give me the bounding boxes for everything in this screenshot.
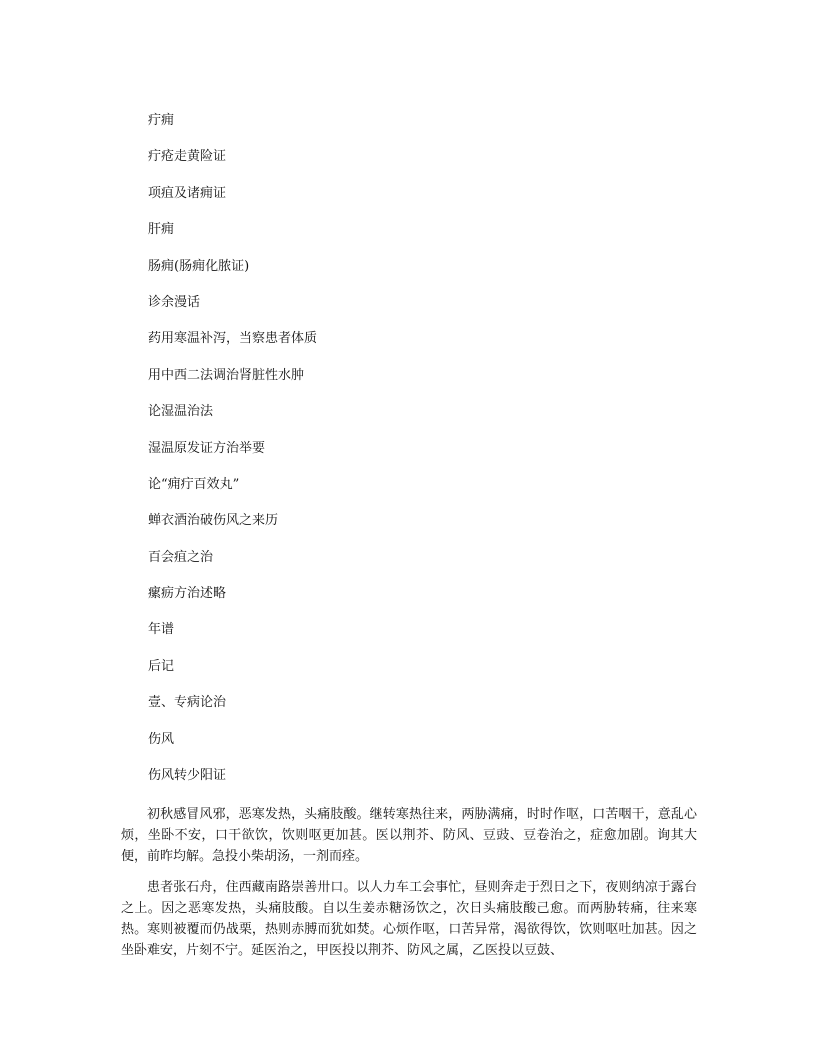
toc-item-changyong: 肠痈(肠痈化脓证) [148,258,250,274]
toc-item-zhongxi-shuizhong: 用中西二法调治肾脏性水肿 [148,367,305,383]
body-paragraph-2: 患者张石舟，住西藏南路崇善卅口。以人力车工会事忙，昼则奔走于烈日之下，夜则纳凉于露台之上。因之恶寒发热，头痛肢酸。自以生姜赤糖汤饮之，次日头痛肢酸己愈。而两胁转痛，往来寒热。寒则被覆而仍战栗，热则赤膊而犹如焚。心烦作呕，口苦异常，渴欲得饮，饮则呕吐加甚。因之坐卧难安，片刻不宁。延医治之，甲医投以荆芥、防风之属，乙医投以豆鼓、 [121,880,697,958]
table-of-contents [148,112,708,803]
toc-item-zhuanbing-lunzhi: 壹、专病论治 [148,695,227,711]
body-paragraph-1: 初秋感冒风邪，恶寒发热，头痛肢酸。继转寒热往来，两胁满痛，时时作呕，口苦咽干，意乱心烦，坐卧不安，口干欲饮，饮则呕更加甚。医以荆芥、防风、豆豉、豆卷治之，症愈加剧。询其大便，前昨均解。急投小柴胡汤，一剂而痊。 [121,807,697,864]
toc-item-shangfeng-shaoyang: 伤风转少阳证 [148,768,227,784]
toc-item-ganyong: 肝痈 [148,222,175,238]
toc-item-houji: 后记 [148,658,175,674]
toc-item-shiwen-fangzhi: 湿温原发证方治举要 [148,440,266,456]
toc-item-xiangju: 项疽及诸痈证 [148,185,227,201]
toc-item-yaoyong-hanwen: 药用寒温补泻，当察患者体质 [148,331,318,347]
toc-item-shiwen-zhifa: 论湿温治法 [148,404,214,420]
toc-item-chanyi-jiu: 蝉衣酒治破伤风之来历 [148,513,279,529]
toc-item-dingyong: 疔痈 [148,113,175,128]
toc-item-shangfeng: 伤风 [148,731,175,747]
toc-item-zhenyu-manhua: 诊余漫话 [148,294,201,310]
toc-item-dingchuang-zouhuang: 疔疮走黄险证 [148,149,227,165]
toc-item-baihui-ju: 百会疽之治 [148,549,214,565]
toc-item-nianpu: 年谱 [148,622,175,638]
toc-item-baixiao-wan: 论“痈疔百效丸” [148,476,240,492]
toc-item-luoli: 瘰疬方治述略 [148,586,227,602]
